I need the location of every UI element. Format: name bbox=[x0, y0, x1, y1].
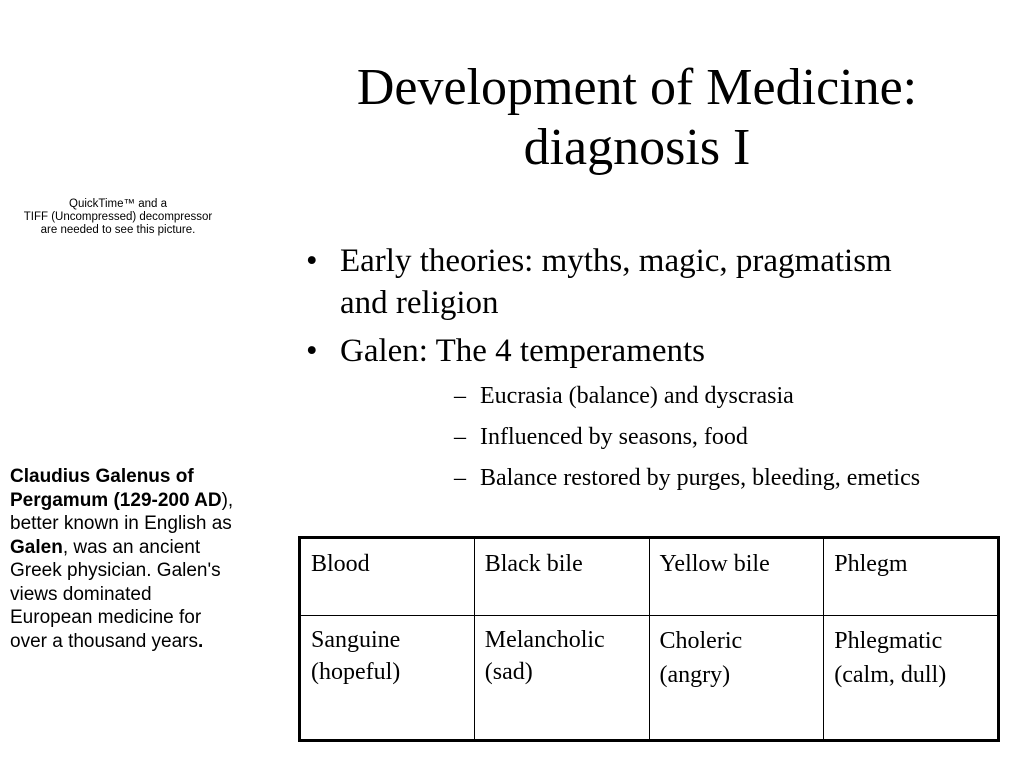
dash-icon: – bbox=[454, 424, 466, 450]
table-cell bbox=[649, 616, 824, 741]
bullet-text-line-2: and religion bbox=[340, 285, 499, 321]
dash-icon: – bbox=[454, 465, 466, 491]
slide-title-line-1: Development of Medicine: bbox=[356, 59, 918, 116]
sub-bullet-item bbox=[298, 423, 1018, 452]
table-header-row bbox=[300, 538, 999, 616]
table-row bbox=[300, 616, 999, 741]
slide-title-line-2: diagnosis I bbox=[523, 119, 751, 176]
caption-text-2: , was an ancient Greek physician. Galen's views dominated European medicine for over a thousand years bbox=[10, 536, 221, 652]
bullet-text-line-1: Early theories: myths, magic, pragmatism bbox=[340, 243, 892, 279]
sub-bullet-item bbox=[298, 382, 1018, 411]
cell-line-2: (hopeful) bbox=[311, 659, 401, 685]
dash-icon: – bbox=[454, 383, 466, 409]
bullet-item bbox=[298, 330, 1018, 372]
sub-bullet-text: Eucrasia (balance) and dyscrasia bbox=[480, 383, 794, 409]
placeholder-line-1: QuickTime™ and a bbox=[69, 198, 167, 210]
cell-line-1: Choleric bbox=[659, 628, 743, 654]
cell-line-1: Phlegmatic bbox=[834, 628, 943, 654]
cell-line-1: Sanguine bbox=[311, 627, 401, 653]
bullet-item bbox=[298, 240, 1018, 324]
cell-line-2: (calm, dull) bbox=[834, 662, 947, 688]
bullet-dot-icon: • bbox=[306, 243, 318, 279]
placeholder-line-3: are needed to see this picture. bbox=[40, 224, 196, 236]
temperaments-table bbox=[298, 536, 1000, 742]
table-header-cell: Black bile bbox=[474, 538, 649, 616]
sub-bullet-text: Influenced by seasons, food bbox=[480, 424, 748, 450]
caption-bold-short: Galen bbox=[10, 536, 63, 558]
sub-bullet-item bbox=[298, 464, 1018, 493]
table-header-cell: Blood bbox=[300, 538, 475, 616]
cell-line-1: Melancholic bbox=[484, 627, 605, 653]
table-cell bbox=[474, 616, 649, 741]
cell-line-2: (sad) bbox=[484, 659, 533, 685]
slide-title bbox=[270, 58, 1004, 178]
table-header-cell: Phlegm bbox=[824, 538, 999, 616]
bullet-text: Galen: The 4 temperaments bbox=[340, 333, 706, 369]
table-header-cell: Yellow bile bbox=[649, 538, 824, 616]
caption-text-1: ), better known in English as bbox=[10, 489, 234, 534]
table-cell bbox=[824, 616, 999, 741]
bullet-dot-icon: • bbox=[306, 333, 318, 369]
missing-image-placeholder bbox=[0, 198, 236, 237]
placeholder-line-2: TIFF (Uncompressed) decompressor bbox=[23, 211, 213, 223]
galen-caption bbox=[10, 465, 236, 653]
cell-line-2: (angry) bbox=[659, 662, 731, 688]
table-cell bbox=[300, 616, 475, 741]
bullet-list bbox=[298, 240, 1018, 505]
sub-bullet-text: Balance restored by purges, bleeding, emetics bbox=[480, 465, 921, 491]
caption-end: . bbox=[198, 630, 204, 652]
caption-bold-name: Claudius Galenus of Pergamum (129-200 AD bbox=[10, 466, 222, 511]
